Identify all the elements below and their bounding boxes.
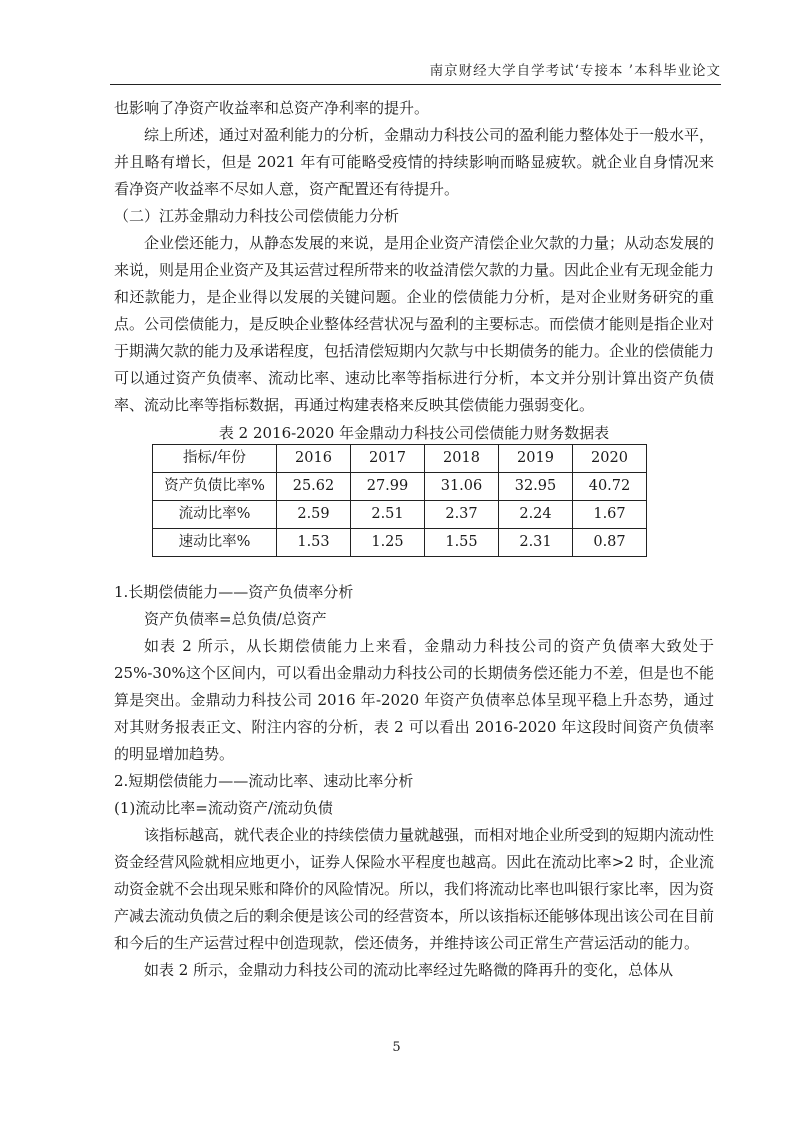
table-cell: 31.06 (425, 473, 499, 501)
formula: 资产负债率=总负债/总资产 (144, 610, 327, 628)
table-header-row (153, 445, 647, 473)
paragraph: 该指标越高，就代表企业的持续偿债力量就越强，而相对地企业所受到的短期内流动性资金经营风险就相应地更小，证券人保险水平程度也越高。因此在流动比率>2 时，企业流动资金就不会出现呆账和降价的风险情况。所以，我们将流动比率也叫银行家比率，因为资产减去流动负债之后的剩余便是该公司的经营资本，所以该指标还能够体现出该公司在目前和今后的生产运营过程中创造现款，偿还债务，并维持该公司正常生产营运活动的能力。 (114, 826, 715, 952)
table-cell: 2.59 (277, 501, 351, 529)
formula: (1)流动比率=流动资产/流动负债 (114, 799, 333, 817)
section-heading: （二）江苏金鼎动力科技公司偿债能力分析 (114, 207, 400, 225)
table-cell: 40.72 (573, 473, 647, 501)
table-cell: 2.31 (499, 529, 573, 557)
subsection-heading: 2.短期偿债能力——流动比率、速动比率分析 (114, 772, 414, 790)
table-row (153, 529, 647, 557)
table-cell: 1.53 (277, 529, 351, 557)
table-header-cell: 2018 (425, 445, 499, 473)
paragraph: 如表 2 所示，从长期偿债能力上来看，金鼎动力科技公司的资产负债率大致处于25%-30%这个区间内，可以看出金鼎动力科技公司的长期债务偿还能力不差，但是也不能算是突出。金鼎动力科技公司 2016 年-2020 年资产负债率总体呈现平稳上升态势，通过对其财务报表正文、附注内容的分析，表 2 可以看出 2016-2020 年这段时间资产负债率的明显增加趋势。 (114, 637, 714, 763)
table-header-cell: 2017 (351, 445, 425, 473)
table-caption: 表 2 2016-2020 年金鼎动力科技公司偿债能力财务数据表 (218, 424, 610, 442)
page-number: 5 (392, 1040, 401, 1055)
table-cell: 27.99 (351, 473, 425, 501)
paragraph: 综上所述，通过对盈利能力的分析，金鼎动力科技公司的盈利能力整体处于一般水平，并且略有增长，但是 2021 年有可能略受疫情的持续影响而略显疲软。就企业自身情况来看净资产收益率不尽如人意，资产配置还有待提升。 (114, 126, 715, 198)
table-cell: 2.37 (425, 501, 499, 529)
page-header: 南京财经大学自学考试‘专接本 ’本科毕业论文 (429, 63, 721, 79)
table-header-cell: 2016 (277, 445, 351, 473)
table-header-cell: 2019 (499, 445, 573, 473)
table-row (153, 473, 647, 501)
page-content (114, 95, 714, 984)
table-row (153, 501, 647, 529)
table-cell: 流动比率% (153, 501, 277, 529)
table-cell: 0.87 (573, 529, 647, 557)
table-cell: 32.95 (499, 473, 573, 501)
table-cell: 1.67 (573, 501, 647, 529)
table-cell: 25.62 (277, 473, 351, 501)
table-cell: 速动比率% (153, 529, 277, 557)
paragraph: 如表 2 所示，金鼎动力科技公司的流动比率经过先略微的降再升的变化，总体从 (144, 961, 674, 979)
table-header-cell: 指标/年份 (153, 445, 277, 473)
table-header-cell: 2020 (573, 445, 647, 473)
table-cell: 1.55 (425, 529, 499, 557)
spacer (114, 557, 714, 579)
paragraph: 企业偿还能力，从静态发展的来说，是用企业资产清偿企业欠款的力量；从动态发展的来说，则是用企业资产及其运营过程所带来的收益清偿欠款的力量。因此企业有无现金能力和还款能力，是企业得以发展的关键问题。企业的偿债能力分析，是对企业财务研究的重点。公司偿债能力，是反映企业整体经营状况与盈利的主要标志。而偿债才能则是指企业对于期满欠款的能力及承诺程度，包括清偿短期内欠款与中长期债务的能力。企业的偿债能力可以通过资产负债率、流动比率、速动比率等指标进行分析，本文并分别计算出资产负债率、流动比率等指标数据，再通过构建表格来反映其偿债能力强弱变化。 (114, 234, 715, 414)
paragraph: 也影响了净资产收益率和总资产净利率的提升。 (114, 99, 430, 117)
table-cell: 2.51 (351, 501, 425, 529)
header-rule (110, 84, 721, 85)
subsection-heading: 1.长期偿债能力——资产负债率分析 (114, 583, 354, 601)
table-cell: 2.24 (499, 501, 573, 529)
table-cell: 1.25 (351, 529, 425, 557)
solvency-table (152, 444, 647, 557)
table-cell: 资产负债比率% (153, 473, 277, 501)
